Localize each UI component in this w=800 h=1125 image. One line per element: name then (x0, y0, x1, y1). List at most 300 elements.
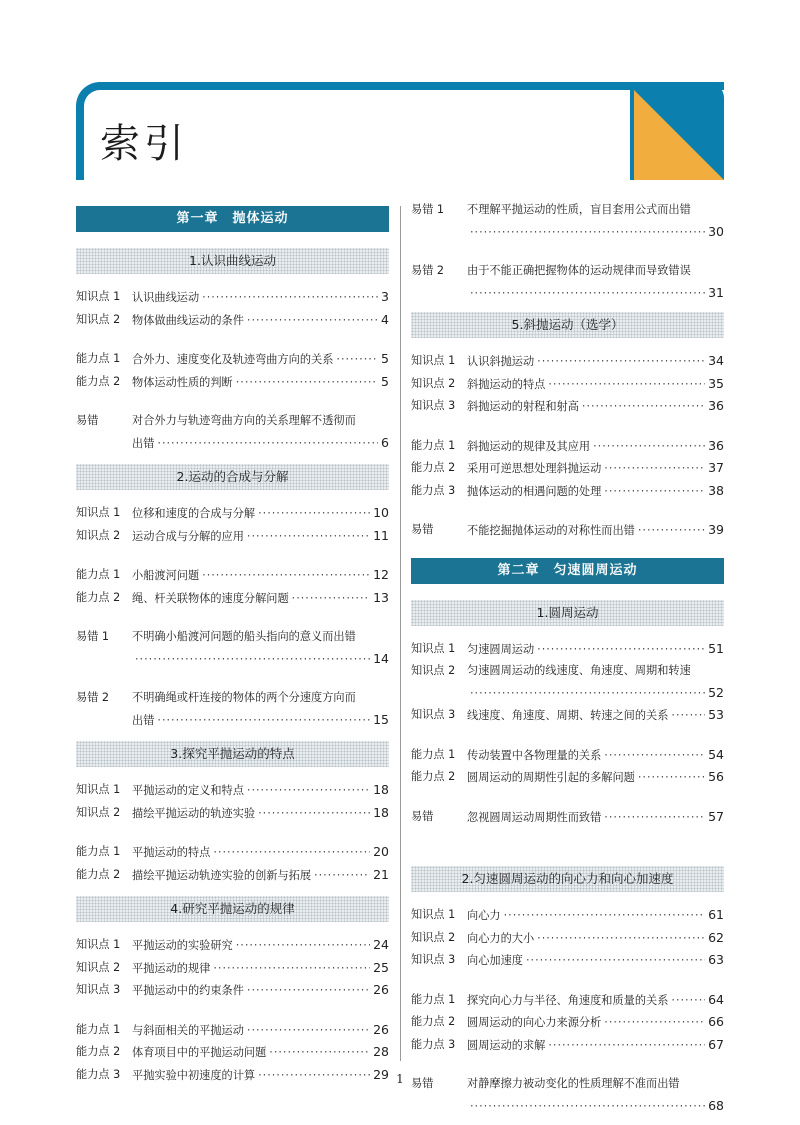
page-ref: 61 (708, 907, 724, 922)
entry-group (411, 638, 724, 727)
page-ref: 11 (373, 527, 389, 543)
page-ref: 67 (708, 1036, 724, 1052)
entry-group (411, 904, 724, 972)
entry-body (467, 1011, 724, 1034)
entry-body (467, 904, 724, 927)
entry-label: 能力点 2 (76, 374, 121, 388)
dot-leader (247, 780, 370, 802)
entry-title: 平抛运动的实验研究 (132, 939, 233, 952)
entry-title: 斜抛运动的规律及其应用 (467, 439, 591, 453)
entry-label: 易错 (411, 1077, 434, 1090)
entry-line (467, 1011, 724, 1034)
index-entry (411, 927, 724, 950)
page-ref: 20 (373, 844, 389, 859)
index-entry (76, 410, 389, 454)
index-entry (76, 864, 389, 887)
dot-leader (548, 1035, 705, 1057)
index-entry (411, 638, 724, 661)
dot-leader (671, 705, 705, 727)
entry-title: 不能挖掘抛体运动的对称性而出错 (467, 524, 635, 537)
index-entry (411, 435, 724, 458)
entry-body (467, 395, 724, 418)
entry-line (467, 949, 724, 972)
entry-line (132, 564, 389, 587)
index-entry (76, 779, 389, 802)
entry-label: 知识点 3 (411, 953, 456, 966)
entry-title: 斜抛运动的特点 (467, 377, 546, 391)
entry-body (132, 371, 389, 394)
dot-leader (247, 1020, 370, 1042)
entry-body (132, 564, 389, 587)
left-column (76, 198, 389, 1086)
entry-title: 向心加速度 (467, 954, 523, 967)
entry-title: 对合外力与轨迹弯曲方向的关系理解不透彻而 (132, 414, 356, 427)
entry-label: 能力点 2 (76, 1045, 121, 1058)
page-ref: 15 (373, 711, 389, 727)
entry-label: 知识点 1 (76, 938, 121, 951)
entry-body (132, 348, 389, 371)
index-entry (411, 350, 724, 373)
index-entry (76, 525, 389, 548)
entry-group (76, 687, 389, 731)
entry-body (467, 704, 724, 727)
entry-line (467, 373, 724, 396)
page-ref: 31 (708, 284, 724, 300)
dot-leader (604, 458, 705, 480)
entry-line (132, 957, 389, 980)
page-ref: 4 (381, 311, 389, 327)
entry-label: 知识点 2 (76, 805, 121, 819)
entry-label: 易错 1 (76, 630, 110, 643)
entry-line (467, 904, 724, 927)
dot-leader (314, 865, 370, 887)
entry-body (467, 949, 724, 972)
entry-line (467, 282, 724, 305)
entry-line (132, 371, 389, 394)
index-entry (411, 199, 724, 243)
entry-line (132, 432, 389, 455)
entry-label: 知识点 1 (76, 506, 121, 519)
entry-title: 由于不能正确把握物体的运动规律而导致错误 (467, 264, 691, 277)
entry-group (76, 841, 389, 886)
dot-leader (247, 526, 370, 548)
section-header: 2.匀速圆周运动的向心力和向心加速度 (411, 866, 724, 892)
entry-label: 易错 2 (76, 691, 110, 704)
entry-line (132, 687, 389, 709)
index-entry (76, 502, 389, 525)
index-entry (411, 1011, 724, 1034)
entry-line (467, 350, 724, 373)
section-header: 1.认识曲线运动 (76, 248, 389, 274)
entry-label: 知识点 2 (411, 930, 456, 944)
entry-body (132, 687, 389, 731)
entry-body (132, 309, 389, 332)
entry-label: 能力点 2 (411, 461, 456, 474)
chapter-header: 第一章 抛体运动 (76, 206, 389, 232)
page-title: 索引 (100, 121, 188, 167)
index-entry (411, 1034, 724, 1057)
entry-label: 能力点 1 (76, 845, 121, 858)
entry-label: 能力点 1 (411, 747, 456, 761)
page-ref: 53 (708, 707, 724, 722)
entry-label: 知识点 1 (411, 354, 456, 367)
page-ref: 54 (708, 746, 724, 762)
index-entry (76, 626, 389, 670)
entry-body (467, 927, 724, 950)
index-entry (76, 371, 389, 394)
dot-leader (526, 950, 705, 972)
entry-title: 认识斜抛运动 (467, 355, 535, 368)
entry-body (132, 802, 389, 825)
dot-leader (236, 372, 378, 394)
entry-line (467, 744, 724, 767)
index-entry (76, 587, 389, 610)
entry-body (467, 638, 724, 661)
dot-leader (247, 980, 370, 1002)
entry-body (467, 989, 724, 1012)
entry-body (132, 934, 389, 957)
entry-line (132, 410, 389, 432)
entry-group (76, 348, 389, 393)
entry-body (132, 841, 389, 864)
dot-leader (202, 287, 378, 309)
entry-group (411, 989, 724, 1057)
index-entry (411, 949, 724, 972)
entry-label: 能力点 1 (411, 438, 456, 452)
entry-line (467, 704, 724, 727)
dot-leader (582, 396, 705, 418)
entry-label: 知识点 3 (411, 708, 456, 721)
page-ref: 3 (381, 289, 389, 304)
page-ref: 26 (373, 1021, 389, 1037)
index-entry (76, 934, 389, 957)
entry-label: 知识点 2 (411, 376, 456, 390)
index-entry (411, 744, 724, 767)
entry-group (411, 519, 724, 542)
page-ref: 57 (708, 808, 724, 824)
entry-title: 斜抛运动的射程和射高 (467, 400, 579, 413)
entry-label: 易错 2 (411, 264, 445, 277)
entry-group (76, 502, 389, 547)
index-entry (76, 1019, 389, 1042)
entry-line (467, 221, 724, 244)
entry-body (467, 660, 724, 704)
entry-line (132, 979, 389, 1002)
dot-leader (671, 990, 705, 1012)
entry-label: 能力点 3 (411, 483, 456, 497)
entry-line (132, 587, 389, 610)
dot-leader (537, 928, 705, 950)
dot-leader (470, 283, 705, 305)
page-ref: 64 (708, 991, 724, 1007)
page-ref: 6 (381, 434, 389, 450)
dot-leader (638, 520, 705, 542)
dot-leader (470, 1096, 705, 1118)
dot-leader (269, 1042, 370, 1064)
entry-line (132, 1041, 389, 1064)
index-entry (411, 519, 724, 542)
section-header: 1.圆周运动 (411, 600, 724, 626)
index-entry (411, 480, 724, 503)
page-ref: 28 (373, 1044, 389, 1059)
dot-leader (604, 1012, 705, 1034)
entry-line (132, 309, 389, 332)
entry-label: 易错 (411, 809, 434, 823)
dot-leader (202, 565, 370, 587)
page-ref: 24 (373, 937, 389, 952)
page-ref: 52 (708, 684, 724, 700)
index-entry (76, 348, 389, 371)
entry-title: 圆周运动的向心力来源分析 (467, 1016, 602, 1029)
entry-title: 平抛实验中初速度的计算 (132, 1068, 256, 1082)
entry-title: 向心力 (467, 909, 501, 922)
entry-group (76, 564, 389, 609)
index-entry (76, 687, 389, 731)
page-ref: 36 (708, 398, 724, 413)
index-entry (411, 806, 724, 829)
entry-line (467, 457, 724, 480)
entry-label: 知识点 2 (76, 528, 121, 542)
entry-title: 体育项目中的平抛运动问题 (132, 1046, 267, 1059)
entry-body (132, 525, 389, 548)
entry-label: 易错 1 (411, 203, 445, 216)
index-entry (76, 957, 389, 980)
entry-line (132, 802, 389, 825)
entry-title: 向心力的大小 (467, 931, 535, 945)
page-ref: 18 (373, 782, 389, 797)
entry-body (467, 260, 724, 304)
entry-label: 知识点 1 (411, 908, 456, 921)
section-header: 2.运动的合成与分解 (76, 464, 389, 490)
entry-body (132, 957, 389, 980)
entry-label: 易错 (411, 523, 434, 536)
entry-line (467, 435, 724, 458)
page-number: 1 (396, 1072, 404, 1086)
entry-body (467, 457, 724, 480)
entry-title: 探究向心力与半径、角速度和质量的关系 (467, 993, 669, 1007)
entry-line (132, 841, 389, 864)
section-header: 5.斜抛运动（选学） (411, 312, 724, 338)
index-entry (76, 979, 389, 1002)
entry-group (411, 350, 724, 418)
page-ref: 39 (708, 522, 724, 537)
entry-line (467, 260, 724, 282)
page-ref: 26 (373, 982, 389, 997)
page-ref: 5 (381, 351, 389, 366)
entry-line (132, 934, 389, 957)
entry-body (467, 199, 724, 243)
entry-label: 知识点 2 (411, 664, 456, 677)
entry-title: 合外力、速度变化及轨迹弯曲方向的关系 (132, 353, 334, 366)
entry-body (467, 766, 724, 789)
entry-label: 知识点 1 (76, 783, 121, 796)
page-ref: 30 (708, 223, 724, 239)
dot-leader (604, 745, 705, 767)
entry-group (411, 744, 724, 789)
dot-leader (258, 503, 370, 525)
entry-body (132, 779, 389, 802)
entry-body (132, 864, 389, 887)
entry-title: 物体做曲线运动的条件 (132, 313, 244, 327)
dot-leader (604, 807, 705, 829)
entry-label: 能力点 2 (76, 867, 121, 881)
entry-group (411, 260, 724, 304)
entry-body (132, 979, 389, 1002)
page-ref: 51 (708, 640, 724, 656)
page-ref: 56 (708, 769, 724, 784)
page-ref: 10 (373, 505, 389, 520)
entry-line (467, 806, 724, 829)
entry-line (467, 519, 724, 542)
entry-title: 不理解平抛运动的性质，盲目套用公式而出错 (467, 203, 691, 216)
entry-line (467, 480, 724, 503)
entry-body (132, 1019, 389, 1042)
entry-label: 知识点 2 (76, 312, 121, 326)
entry-body (132, 587, 389, 610)
dot-leader (135, 649, 370, 671)
entry-line (467, 766, 724, 789)
page-ref: 35 (708, 375, 724, 391)
entry-label: 知识点 3 (411, 399, 456, 412)
entry-label: 能力点 3 (76, 1067, 121, 1081)
entry-label: 能力点 1 (76, 352, 121, 365)
entry-label: 知识点 2 (76, 960, 121, 974)
entry-group (76, 626, 389, 670)
entry-label: 能力点 1 (76, 568, 121, 581)
entry-line (467, 395, 724, 418)
entry-title: 出错 (132, 436, 155, 450)
entry-label: 能力点 1 (411, 992, 456, 1006)
right-column (411, 198, 724, 1117)
dot-leader (537, 351, 705, 373)
entry-title: 采用可逆思想处理斜抛运动 (467, 462, 602, 475)
section-header: 4.研究平抛运动的规律 (76, 896, 389, 922)
index-entry (76, 841, 389, 864)
page-ref: 34 (708, 353, 724, 368)
index-entry (411, 989, 724, 1012)
index-entry (76, 564, 389, 587)
index-entry (76, 802, 389, 825)
entry-body (467, 744, 724, 767)
entry-title: 描绘平抛运动的轨迹实验 (132, 806, 256, 820)
dot-leader (470, 683, 705, 705)
page-ref: 14 (373, 650, 389, 666)
entry-body (467, 350, 724, 373)
entry-line (467, 927, 724, 950)
entry-group (411, 806, 724, 829)
entry-body (467, 806, 724, 829)
entry-label: 知识点 1 (411, 641, 456, 655)
entry-title: 线速度、角速度、周期、转速之间的关系 (467, 709, 669, 722)
entry-label: 能力点 2 (411, 1015, 456, 1028)
page-ref: 29 (373, 1066, 389, 1082)
entry-title: 描绘平抛运动轨迹实验的创新与拓展 (132, 868, 312, 882)
entry-title: 与斜面相关的平抛运动 (132, 1023, 244, 1037)
dot-leader (258, 803, 370, 825)
dot-leader (604, 481, 705, 503)
index-header (76, 82, 724, 180)
dot-leader (537, 639, 705, 661)
entry-label: 能力点 1 (76, 1022, 121, 1036)
entry-line (132, 626, 389, 648)
entry-label: 知识点 1 (76, 290, 121, 303)
page-ref: 25 (373, 959, 389, 975)
dot-leader (157, 433, 378, 455)
entry-title: 匀速圆周运动 (467, 642, 535, 656)
entry-title: 平抛运动的特点 (132, 846, 211, 859)
index-entry (411, 766, 724, 789)
entry-title: 认识曲线运动 (132, 291, 200, 304)
entry-title: 抛体运动的相遇问题的处理 (467, 484, 602, 498)
entry-label: 知识点 3 (76, 983, 121, 996)
chapter-header: 第二章 匀速圆周运动 (411, 558, 724, 584)
index-entry (411, 704, 724, 727)
index-entry (76, 309, 389, 332)
entry-line (132, 709, 389, 732)
entry-line (132, 1019, 389, 1042)
entry-body (467, 1034, 724, 1057)
entry-body (467, 373, 724, 396)
entry-title: 运动合成与分解的应用 (132, 529, 244, 543)
dot-leader (336, 349, 378, 371)
entry-title: 平抛运动的规律 (132, 961, 211, 975)
entry-line (132, 648, 389, 671)
entry-title: 平抛运动中的约束条件 (132, 984, 244, 997)
entry-line (132, 525, 389, 548)
entry-title: 圆周运动的求解 (467, 1038, 546, 1052)
page-ref: 12 (373, 567, 389, 582)
page-ref: 62 (708, 929, 724, 945)
page-ref: 5 (381, 373, 389, 389)
index-entry (411, 373, 724, 396)
entry-group (76, 286, 389, 331)
entry-line (132, 286, 389, 309)
entry-title: 不明确绳或杆连接的物体的两个分速度方向而 (132, 691, 356, 704)
dot-leader (247, 310, 378, 332)
dot-leader (504, 905, 706, 927)
page-ref: 13 (373, 589, 389, 605)
entry-group (76, 410, 389, 454)
entry-group (76, 934, 389, 1002)
index-entry (411, 260, 724, 304)
entry-body (132, 1041, 389, 1064)
entry-title: 不明确小船渡河问题的船头指向的意义而出错 (132, 630, 356, 643)
dot-leader (470, 222, 705, 244)
entry-group (411, 199, 724, 243)
entry-title: 物体运动性质的判断 (132, 375, 233, 389)
entry-title: 匀速圆周运动的线速度、角速度、周期和转速 (467, 664, 691, 677)
entry-line (467, 989, 724, 1012)
entry-body (132, 626, 389, 670)
dot-leader (236, 935, 370, 957)
entry-body (467, 480, 724, 503)
entry-line (132, 864, 389, 887)
entry-title: 忽视圆周运动周期性而致错 (467, 810, 602, 824)
dot-leader (638, 767, 705, 789)
entry-body (467, 519, 724, 542)
dot-leader (292, 588, 370, 610)
entry-line (467, 660, 724, 682)
entry-body (132, 502, 389, 525)
dot-leader (213, 958, 370, 980)
dot-leader (157, 710, 370, 732)
entry-line (467, 682, 724, 705)
entry-body (132, 286, 389, 309)
entry-line (132, 779, 389, 802)
entry-title: 传动装置中各物理量的关系 (467, 748, 602, 762)
entry-title: 小船渡河问题 (132, 569, 200, 582)
dot-leader (548, 374, 705, 396)
